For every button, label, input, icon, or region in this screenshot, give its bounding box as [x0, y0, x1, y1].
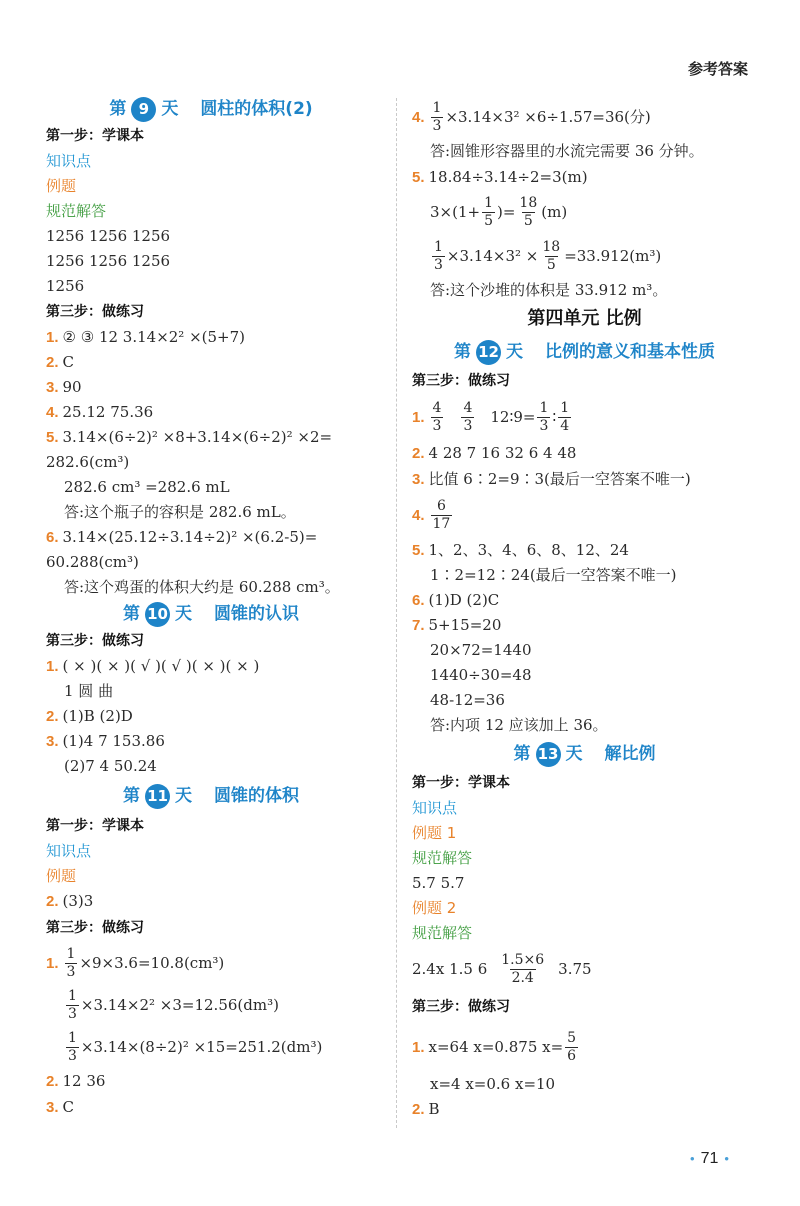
- fraction: $\frac{5}{6}$: [567, 1029, 577, 1064]
- item-text: C: [62, 353, 74, 371]
- day-prefix: 第: [454, 341, 471, 362]
- day-suffix: 天: [506, 341, 523, 362]
- answer-line: $\frac{1}{3}$ ×3.14×3² × $\frac{18}{5}$ =33.912(m³): [434, 238, 662, 273]
- answer-item: [46, 375, 376, 400]
- item-number: 4.: [412, 108, 425, 126]
- answer-line: 282.6 cm³ =282.6 mL: [64, 478, 230, 496]
- item-text: (3)3: [62, 892, 94, 910]
- column-divider: [396, 98, 397, 1128]
- item-text: 3.14×(25.12÷3.14÷2)² ×(6.2-5)=: [62, 528, 318, 546]
- answer-item: [412, 164, 757, 190]
- item-number: 6.: [46, 529, 59, 546]
- solution-label: 规范解答: [412, 924, 473, 942]
- item-text: 3.14×(6÷2)² ×8+3.14×(6÷2)² ×2=: [62, 428, 333, 446]
- fraction: $\frac{1}{3}$: [68, 987, 77, 1022]
- step-heading: 第三步：做练习: [46, 304, 144, 320]
- step-heading: 第三步：做练习: [46, 920, 144, 936]
- answer-item: [46, 525, 376, 550]
- unit-title: 第四单元 比例: [527, 308, 642, 329]
- answer-statement: 答:这个鸡蛋的体积大约是 60.288 cm³。: [64, 578, 340, 596]
- item-number: 4.: [412, 506, 425, 524]
- example-label: 例题 2: [412, 899, 457, 917]
- answer-line: [46, 984, 376, 1026]
- example-label: 例题: [46, 177, 77, 195]
- day-number-badge: 9: [131, 97, 156, 122]
- fraction: $\frac{1}{3}$: [66, 945, 76, 980]
- item-number: 2.: [46, 708, 59, 725]
- day-prefix: 第: [123, 603, 140, 624]
- fraction: $\frac{1}{5}$: [484, 194, 493, 229]
- answer-item: [412, 95, 757, 139]
- day-title: 圆柱的体积(2): [200, 98, 313, 119]
- step-heading: 第一步：学课本: [46, 128, 144, 144]
- answer-statement: 答:内项 12 应该加上 36。: [430, 716, 608, 734]
- item-number: 2.: [46, 1073, 59, 1090]
- answer-line: 1 圆 曲: [64, 682, 114, 700]
- item-number: 1.: [412, 408, 425, 426]
- step-heading: 第三步：做练习: [412, 999, 510, 1015]
- page-number: • 71 •: [690, 1150, 729, 1167]
- example-label: 例题: [46, 867, 77, 885]
- answer-statement: 答:这个瓶子的容积是 282.6 mL。: [64, 503, 296, 521]
- answer-item: [46, 325, 376, 350]
- answer-item: [412, 588, 757, 613]
- item-text: B: [428, 1100, 440, 1118]
- answer-item: [412, 466, 757, 492]
- answer-item: 1. $\frac{4}{3}$ $\frac{4}{3}$ 12∶9= $\frac{1}{3}$ ∶ $\frac{1}{4}$: [412, 399, 570, 434]
- fraction: $\frac{4}{3}$: [432, 399, 442, 434]
- day-suffix: 天: [175, 785, 192, 806]
- item-text: 25.12 75.36: [62, 403, 154, 421]
- item-number: 1.: [46, 658, 59, 675]
- fraction: $\frac{1}{3}$: [68, 1029, 77, 1064]
- item-text: 5+15=20: [428, 616, 502, 634]
- day-suffix: 天: [565, 743, 583, 764]
- answer-line: 3×(1+ $\frac{1}{5}$ )= $\frac{18}{5}$ (m): [430, 194, 568, 229]
- item-text: 4 28 7 16 32 6 4 48: [428, 443, 577, 462]
- answer-item: [46, 1068, 376, 1095]
- fraction: $\frac{1}{3}$: [432, 99, 442, 134]
- day-title: 比例的意义和基本性质: [545, 341, 715, 362]
- item-number: 2.: [46, 893, 59, 910]
- day-suffix: 天: [175, 603, 192, 624]
- day-prefix: 第: [513, 743, 531, 764]
- item-number: 3.: [412, 470, 425, 488]
- item-number: 5.: [412, 542, 425, 559]
- item-text: 18.84÷3.14÷2=3(m): [428, 167, 588, 186]
- right-column: [412, 95, 757, 1122]
- item-number: 3.: [46, 733, 59, 750]
- answer-line: 60.288(cm³): [46, 553, 139, 571]
- day-suffix: 天: [161, 98, 179, 119]
- item-number: 2.: [412, 444, 425, 462]
- item-text: (1)B (2)D: [62, 707, 133, 725]
- answer-statement: 答:这个沙堆的体积是 33.912 m³。: [430, 280, 668, 299]
- fraction: $\frac{1.5\times 6}{2.4}$: [501, 951, 545, 986]
- item-number: 7.: [412, 617, 425, 634]
- item-number: 5.: [412, 168, 425, 186]
- item-number: 3.: [46, 379, 59, 396]
- answer-item: [46, 729, 376, 754]
- answer-line: 5.7 5.7: [412, 874, 465, 892]
- item-number: 1.: [46, 954, 59, 972]
- item-text: ×3.14×3² ×6÷1.57=36(分): [445, 107, 651, 126]
- answer-item: [46, 350, 376, 375]
- day-number-badge: 12: [476, 340, 501, 365]
- answer-item: [46, 400, 376, 425]
- fraction: $\frac{1}{3}$: [539, 399, 549, 434]
- item-text: x=64 x=0.875 x=: [428, 1037, 564, 1056]
- day-title: 解比例: [604, 743, 656, 764]
- step-heading: 第三步：做练习: [46, 633, 144, 649]
- answer-line: (2)7 4 50.24: [64, 757, 157, 775]
- answer-line: x=4 x=0.6 x=10: [430, 1075, 556, 1093]
- day-number-badge: 13: [536, 742, 561, 767]
- example-label: 例题 1: [412, 824, 457, 842]
- step-heading: 第一步：学课本: [46, 818, 144, 834]
- answer-line: 1256: [46, 277, 85, 295]
- answer-item: [46, 942, 376, 984]
- day-title: 圆锥的认识: [214, 603, 299, 624]
- answer-item: [412, 1022, 757, 1072]
- answer-item: [46, 425, 376, 450]
- item-number: 3.: [46, 1099, 59, 1116]
- solution-label: 规范解答: [46, 202, 107, 220]
- answer-line: 2.4x 1.5 6 $\frac{1.5\times 6}{2.4}$ 3.75: [412, 951, 592, 986]
- day-title: 圆锥的体积: [214, 785, 299, 806]
- answer-line: 282.6(cm³): [46, 453, 130, 471]
- day-prefix: 第: [123, 785, 140, 806]
- answer-item: [412, 1097, 757, 1122]
- day-10-heading: [46, 600, 376, 628]
- answer-line: 1∶2=12∶24(最后一空答案不唯一): [430, 566, 677, 584]
- day-number-badge: 11: [145, 784, 170, 809]
- item-number: 2.: [412, 1101, 425, 1118]
- day-12-heading: [412, 336, 757, 368]
- answer-item: [412, 613, 757, 638]
- knowledge-label: 知识点: [46, 842, 92, 860]
- answer-item: [46, 654, 376, 679]
- item-number: 6.: [412, 592, 425, 609]
- item-number: 1.: [46, 329, 59, 346]
- day-9-heading: [46, 95, 376, 123]
- fraction: $\frac{1}{3}$: [434, 238, 443, 273]
- fraction: $\frac{18}{5}$: [542, 238, 561, 273]
- answer-line: 1256 1256 1256: [46, 252, 171, 270]
- answer-line: 1256 1256 1256: [46, 227, 171, 245]
- answer-item: [46, 1095, 376, 1120]
- answer-line: 20×72=1440: [430, 641, 532, 659]
- fraction: $\frac{18}{5}$: [519, 194, 538, 229]
- left-column: [46, 95, 376, 1120]
- answer-line: 48-12=36: [430, 691, 505, 709]
- solution-label: 规范解答: [412, 849, 473, 867]
- header-title: 参考答案: [687, 60, 748, 78]
- knowledge-label: 知识点: [412, 799, 458, 817]
- answer-statement: 答:圆锥形容器里的水流完需要 36 分钟。: [430, 142, 704, 160]
- item-number: 2.: [46, 354, 59, 371]
- answer-item: [412, 440, 757, 466]
- item-text: ×3.14×(8÷2)² ×15=251.2(dm³): [80, 1037, 323, 1056]
- answer-item: [412, 492, 757, 538]
- day-prefix: 第: [109, 98, 127, 119]
- step-heading: 第一步：学课本: [412, 775, 510, 791]
- item-text: 90: [62, 378, 82, 396]
- item-number: 4.: [46, 404, 59, 421]
- item-text: ② ③ 12 3.14×2² ×(5+7): [62, 328, 246, 346]
- fraction: $\frac{6}{17}$: [432, 497, 451, 532]
- item-text: (1)4 7 153.86: [62, 732, 165, 750]
- answer-item: [46, 704, 376, 729]
- item-text: ×9×3.6=10.8(cm³): [79, 953, 225, 972]
- day-number-badge: 10: [145, 602, 170, 627]
- answer-line: [46, 1026, 376, 1068]
- step-heading: 第三步：做练习: [412, 373, 510, 389]
- day-11-heading: [46, 779, 376, 813]
- answer-item: [412, 538, 757, 563]
- answer-item: [46, 889, 376, 914]
- item-text: C: [62, 1098, 74, 1116]
- fraction: $\frac{1}{4}$: [560, 399, 570, 434]
- item-text: ( × )( × )( √ )( √ )( × )( × ): [62, 657, 260, 675]
- item-text: 12 36: [62, 1072, 106, 1090]
- fraction: $\frac{4}{3}$: [463, 399, 473, 434]
- day-13-heading: [412, 738, 757, 770]
- knowledge-label: 知识点: [46, 152, 92, 170]
- item-text: ×3.14×2² ×3=12.56(dm³): [80, 995, 279, 1014]
- item-number: 1.: [412, 1038, 425, 1056]
- item-text: (1)D (2)C: [428, 591, 500, 609]
- item-text: 比值 6∶2=9∶3(最后一空答案不唯一): [428, 469, 691, 488]
- item-text: 1、2、3、4、6、8、12、24: [428, 541, 629, 559]
- answer-line: 1440÷30=48: [430, 666, 532, 684]
- item-number: 5.: [46, 429, 59, 446]
